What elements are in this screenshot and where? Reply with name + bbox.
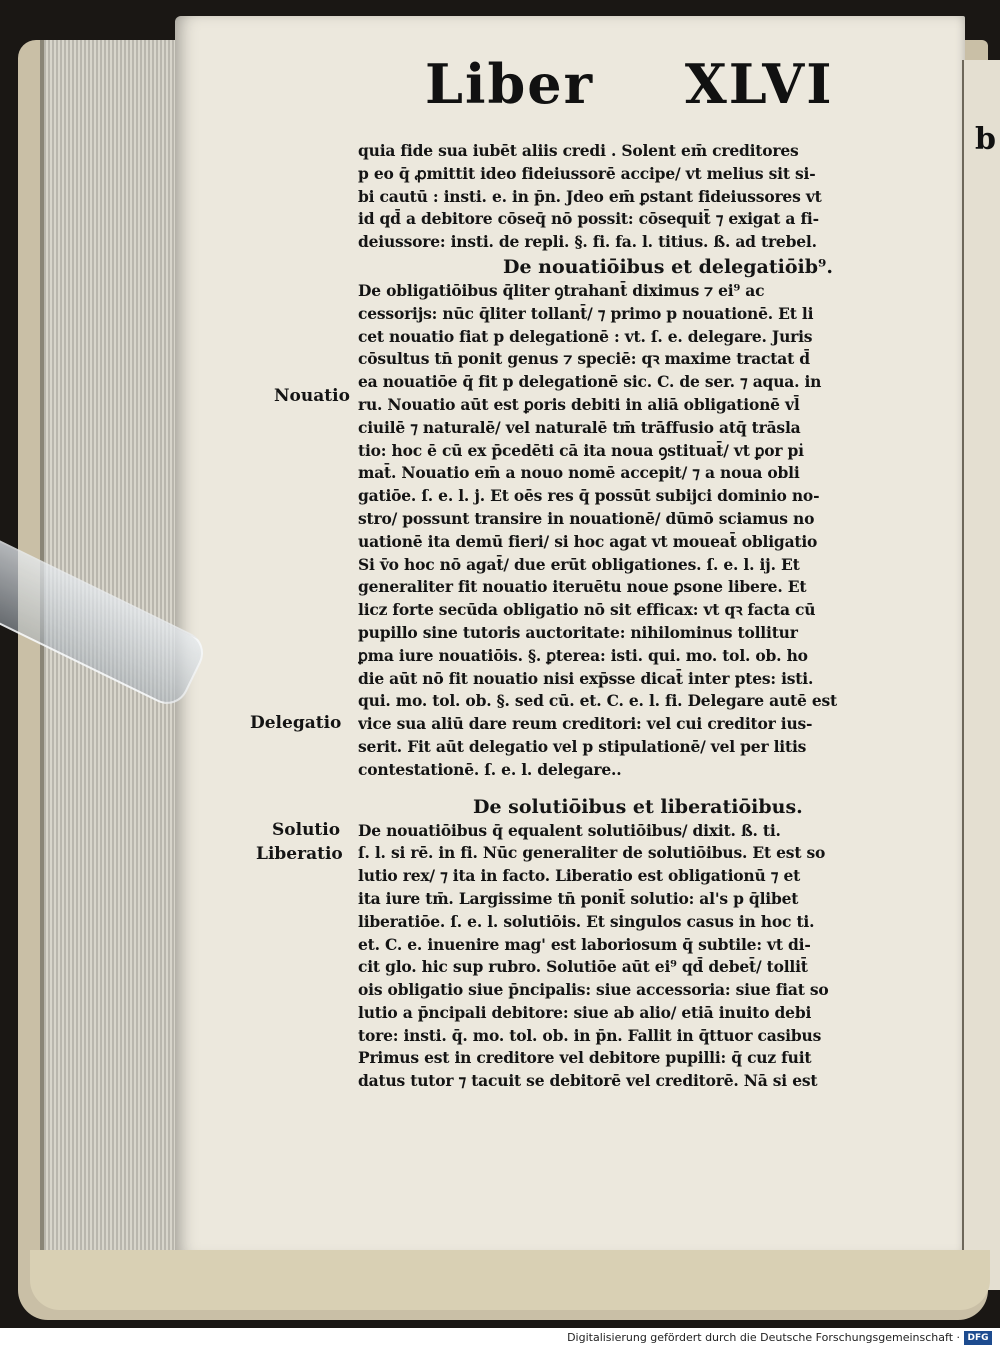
section-solutio [358, 794, 903, 1094]
text-line: die aūt nō fit nouatio nisi exp̄sse dicat̄ inter ptes: isti. [358, 668, 814, 688]
text-line: Si v̄o hoc nō agat̄/ due erūt obligationes. ſ. e. l. ij. Et [358, 554, 800, 574]
dfg-logo: DFG [964, 1331, 992, 1345]
text-line: serit. Fit aūt delegatio vel p stipulationē/ vel per litis [358, 736, 807, 756]
text-line: stro/ possunt transire in nouationē/ dūmō sciamus no [358, 508, 815, 528]
side-note-delegatio: Delegatio [250, 713, 342, 733]
text-line: id qd̄ a debitore cōseq̄ nō possit: cōsequit̄ ⁊ exigat a fi- [358, 209, 819, 229]
text-line: ciuilē ⁊ naturalē/ vel naturalē tm̄ trāffusio atq̄ trāsla [358, 417, 801, 437]
section-gap [358, 782, 903, 794]
text-line: liberatiōe. ſ. e. l. solutiōis. Et singulos casus in hoc ti. [358, 911, 815, 931]
text-line: lutio rex/ ⁊ ita in facto. Liberatio est obligationū ⁊ et [358, 866, 801, 886]
text-line: qui. mo. tol. ob. §. sed cū. et. C. e. l. fi. Delegare autē est [358, 691, 838, 711]
text-line: ſ. l. si rē. in fi. Nūc generaliter de solutiōibus. Et est so [358, 843, 826, 863]
footer-bar [0, 1328, 1000, 1350]
text-line: De obligatiōibus q̄liter ꝯtrahant̄ diximus ⁊ ei⁹ ac [358, 280, 765, 300]
text-line: lutio a p̄ncipali debitore: siue ab alio/ etiā inuito debi [358, 1002, 812, 1022]
text-line: tio: hoc ē cū ex p̄cedēti cā ita noua ꝯstituat̄/ vt ꝑor pi̇ [358, 440, 804, 460]
section-intro [358, 140, 903, 254]
text-block [358, 140, 903, 1093]
text-line: quia fide sua iubēt aliis credi . Solent em̄ creditores [358, 141, 799, 160]
text-line: ea nouatiōe q̄ fit p delegationē sic. C. de ser. ⁊ aqua. in [358, 372, 822, 392]
text-line: et. C. e. inuenire mag' est laboriosum q̄ subtile: vt di- [358, 934, 811, 954]
text-line: Primus est in creditore vel debitore pupilli: q̄ cuz fuit [358, 1048, 812, 1068]
text-line: pupillo sine tutoris auctoritate: nihilominus tollitur [358, 622, 798, 642]
text-line: deiussore: insti. de repli. §. fi. fa. l. titius. ß. ad trebel. [358, 232, 817, 252]
bottom-cover [30, 1250, 990, 1310]
side-note-solutio: Solutio [272, 820, 341, 840]
footer-text: Digitalisierung gefördert durch die Deutsche Forschungsgemeinschaft · [567, 1331, 960, 1344]
text-line: ru. Nouatio aūt est ꝑoris debiti in aliā obligationē vl̄ [358, 394, 800, 414]
side-note-liberatio: Liberatio [256, 844, 343, 864]
page-title: Liber XLVI [425, 52, 834, 116]
side-note-nouatio: Nouatio [274, 386, 350, 406]
section-nouatio [358, 254, 903, 782]
section-heading: De nouatiōibus et delegatiōib⁹. [503, 255, 833, 278]
text-line: datus tutor ⁊ tacuit se debitorē vel creditorē. Nā si est [358, 1071, 818, 1091]
text-line: cit glo. hic sup rubro. Solutiōe aūt ei⁹ qd̄ debet̄/ tollit̄ [358, 957, 808, 977]
facing-page [962, 60, 1000, 1290]
text-line: p eo q̄ ꝓmittit ideo fideiussorē accipe/ vt melius sit si- [358, 163, 816, 183]
section-heading: De solutiōibus et liberatiōibus. [473, 795, 803, 818]
text-line: cet nouatio fiat p delegationē : vt. ſ. e. delegare. Juris [358, 326, 813, 346]
text-line: De nouatiōibus q̄ equalent solutiōibus/ dixit. ß. ti. [358, 820, 781, 840]
text-line: tore: insti. q̄. mo. tol. ob. in p̄n. Fallit in q̄ttuor casibus [358, 1025, 822, 1045]
text-line: ois obligatio siue p̄ncipalis: siue accessoria: siue fiat so [358, 980, 829, 1000]
facing-page-mark: b [975, 122, 996, 157]
text-line: mat̄. Nouatio em̄ a nouo nomē accepit/ ⁊ a noua obli [358, 463, 800, 483]
text-line: gatiōe. ſ. e. l. j. Et oēs res q̄ possūt subijci dominio no- [358, 486, 820, 506]
text-line: vice sua aliū dare reum creditori: vel cui creditor ius- [358, 714, 813, 734]
text-line: licz forte secūda obligatio nō sit efficax: vt qꝛ facta cū [358, 600, 816, 620]
text-line: uationē ita demū fieri/ si hoc agat vt moueat̄ obligatio [358, 531, 818, 551]
text-line: ꝑma iure nouatiōis. §. ꝑterea: isti. qui. mo. tol. ob. ho [358, 645, 808, 665]
text-line: generaliter fit nouatio iteruētu noue ꝑsone libere. Et [358, 577, 807, 597]
text-line: bi cautū : insti. e. in p̄n. Jdeo em̄ ꝑstant fideiussores vt [358, 186, 822, 206]
text-line: ita iure tm̄. Largissime tn̄ ponit̄ solutio: al's p q̄libet [358, 888, 799, 908]
text-line: cessorijs: nūc q̄liter tollant̄/ ⁊ primo p nouationē. Et li [358, 303, 814, 323]
text-line: contestationē. ſ. e. l. delegare.. [358, 759, 622, 779]
text-line: cōsultus tn̄ ponit genus ⁊ speciē: qꝛ maxime tractat d̄ [358, 349, 810, 369]
